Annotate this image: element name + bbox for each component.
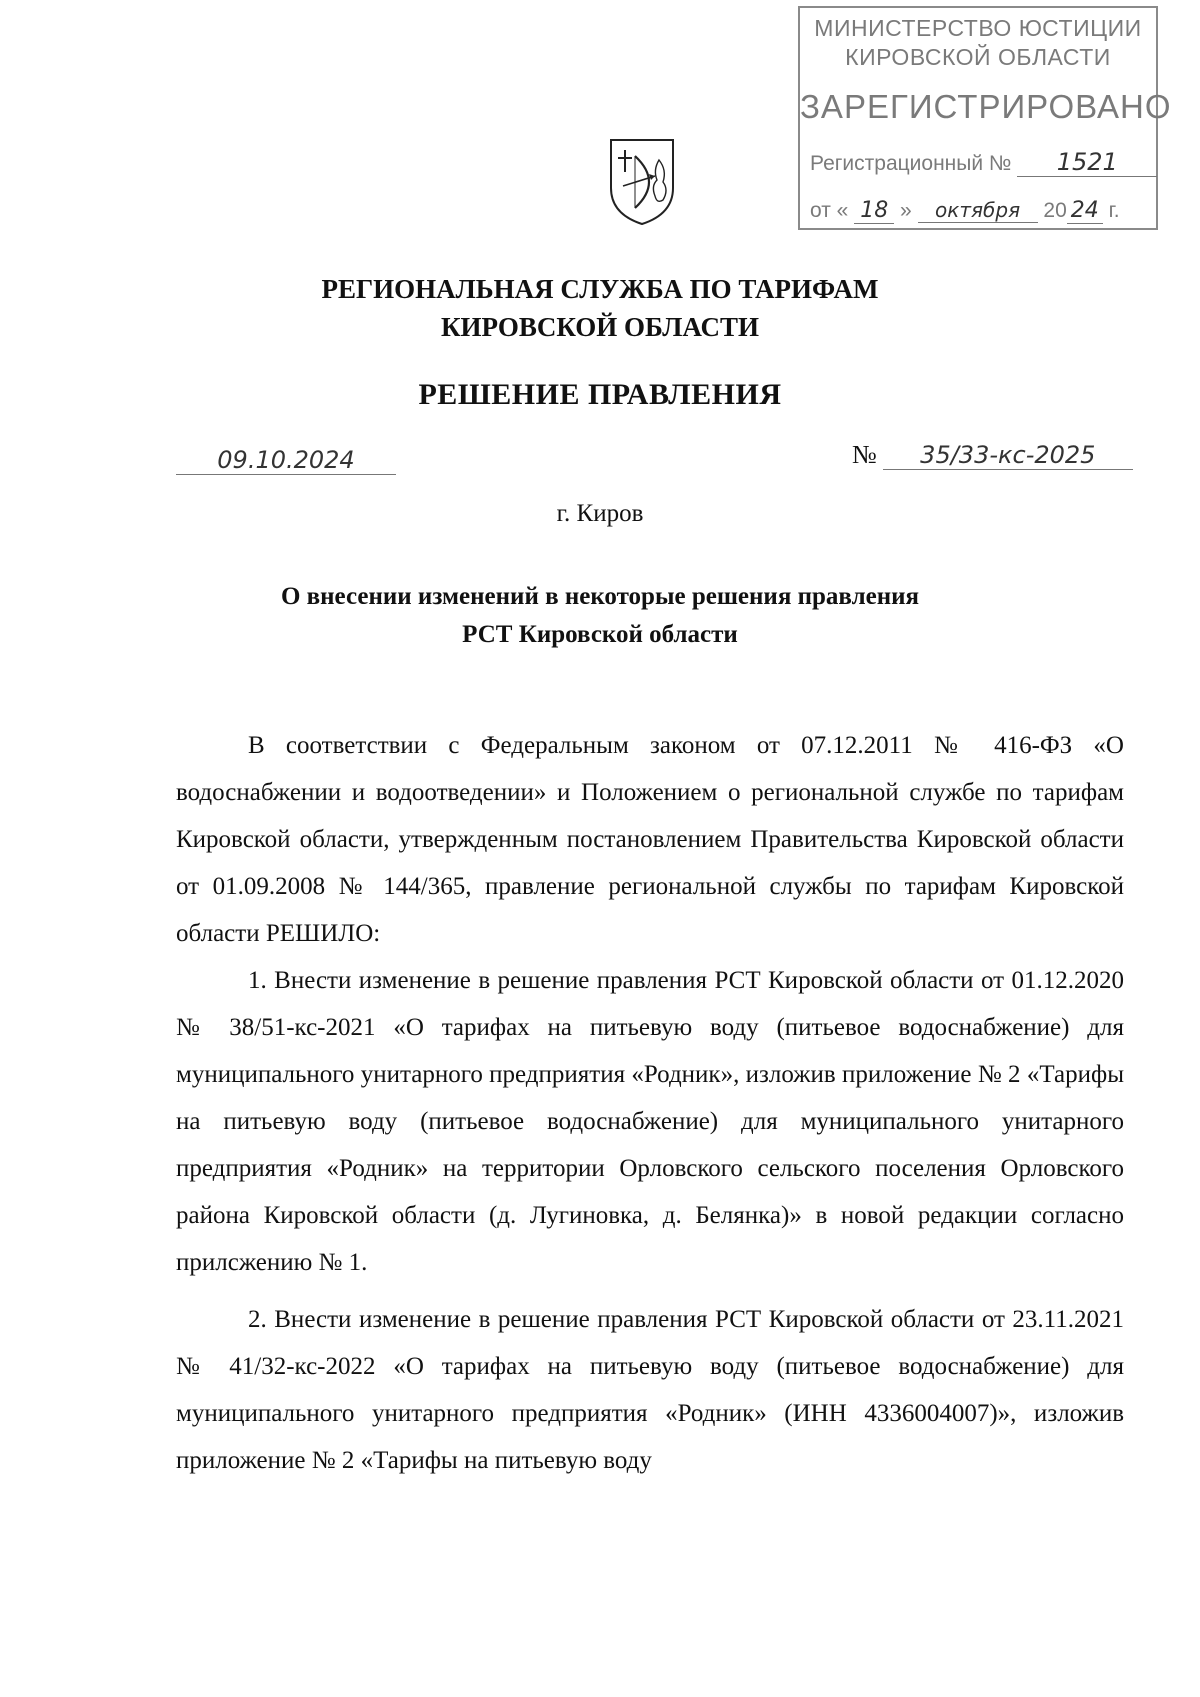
organization-name-line1: РЕГИОНАЛЬНАЯ СЛУЖБА ПО ТАРИФАМ <box>321 274 879 304</box>
document-number: 35/33-кс-2025 <box>883 441 1133 470</box>
paragraph-preamble: В соответствии с Федеральным законом от 07.12.2011 № 416-ФЗ «О водоснабжении и водоотведении» и Положением о региональной службе по тарифам Кировской области, утвержденным постановлением Правительства Кировской области от 01.09.2008 № 144/365, правление региональной службы по тарифам Кировской области РЕШИЛО: <box>176 732 1124 947</box>
paragraph-item-2: 2. Внести изменение в решение правления РСТ Кировской области от 23.11.2021 № 41/32-кс-2022 «О тарифах на питьевую воду (питьевое водоснабжение) для муниципального унитарного предприятия «Родник» (ИНН 4336004007)», изложив приложение № 2 «Тарифы на питьевую воду <box>176 1306 1124 1474</box>
document-number-line <box>852 440 1133 470</box>
document-title-line2: РСТ Кировской области <box>462 621 738 648</box>
stamp-registration-line <box>810 148 1157 177</box>
document-date: 09.10.2024 <box>176 446 396 475</box>
stamp-date-day: 18 <box>854 198 894 224</box>
organization-name-line2: КИРОВСКОЙ ОБЛАСТИ <box>440 312 760 342</box>
document-title <box>0 578 1200 654</box>
organization-name <box>0 270 1200 346</box>
stamp-ministry-line1: МИНИСТЕРСТВО ЮСТИЦИИ <box>814 15 1142 41</box>
document-city: г. Киров <box>556 500 644 527</box>
number-sign: № <box>852 440 877 469</box>
stamp-date-line <box>810 198 1120 224</box>
coat-of-arms-icon <box>605 136 679 228</box>
stamp-registered: ЗАРЕГИСТРИРОВАНО <box>800 88 1172 125</box>
stamp-reg-number: 1521 <box>1017 148 1157 177</box>
stamp-ministry <box>800 14 1156 72</box>
document-body <box>176 722 1124 1484</box>
paragraph-item-1: 1. Внести изменение в решение правления РСТ Кировской области от 01.12.2020 № 38/51-кс-2021 «О тарифах на питьевую воду (питьевое водоснабжение) для муниципального унитарного предприятия «Родник», изложив приложение № 2 «Тарифы на питьевую воду (питьевое водоснабжение) для муниципального унитарного предприятия «Родник» на территории Орловского сельского поселения Орловского района Кировской области (д. Лугиновка, д. Белянка)» в новой редакции согласно прилсжению № 1. <box>176 967 1124 1276</box>
document-type: РЕШЕНИЕ ПРАВЛЕНИЯ <box>418 378 782 411</box>
stamp-date-suffix: г. <box>1108 199 1120 222</box>
stamp-date-year-suffix: 24 <box>1067 198 1103 224</box>
stamp-date-year-prefix: 20 <box>1043 199 1067 222</box>
stamp-date-prefix: от « <box>810 199 849 222</box>
stamp-ministry-line2: КИРОВСКОЙ ОБЛАСТИ <box>845 44 1111 70</box>
registration-stamp <box>798 6 1172 230</box>
stamp-reg-label: Регистрационный № <box>810 152 1012 175</box>
document-title-line1: О внесении изменений в некоторые решения правления <box>280 583 920 610</box>
stamp-date-month: октября <box>918 198 1038 223</box>
stamp-date-mid: » <box>900 199 912 222</box>
